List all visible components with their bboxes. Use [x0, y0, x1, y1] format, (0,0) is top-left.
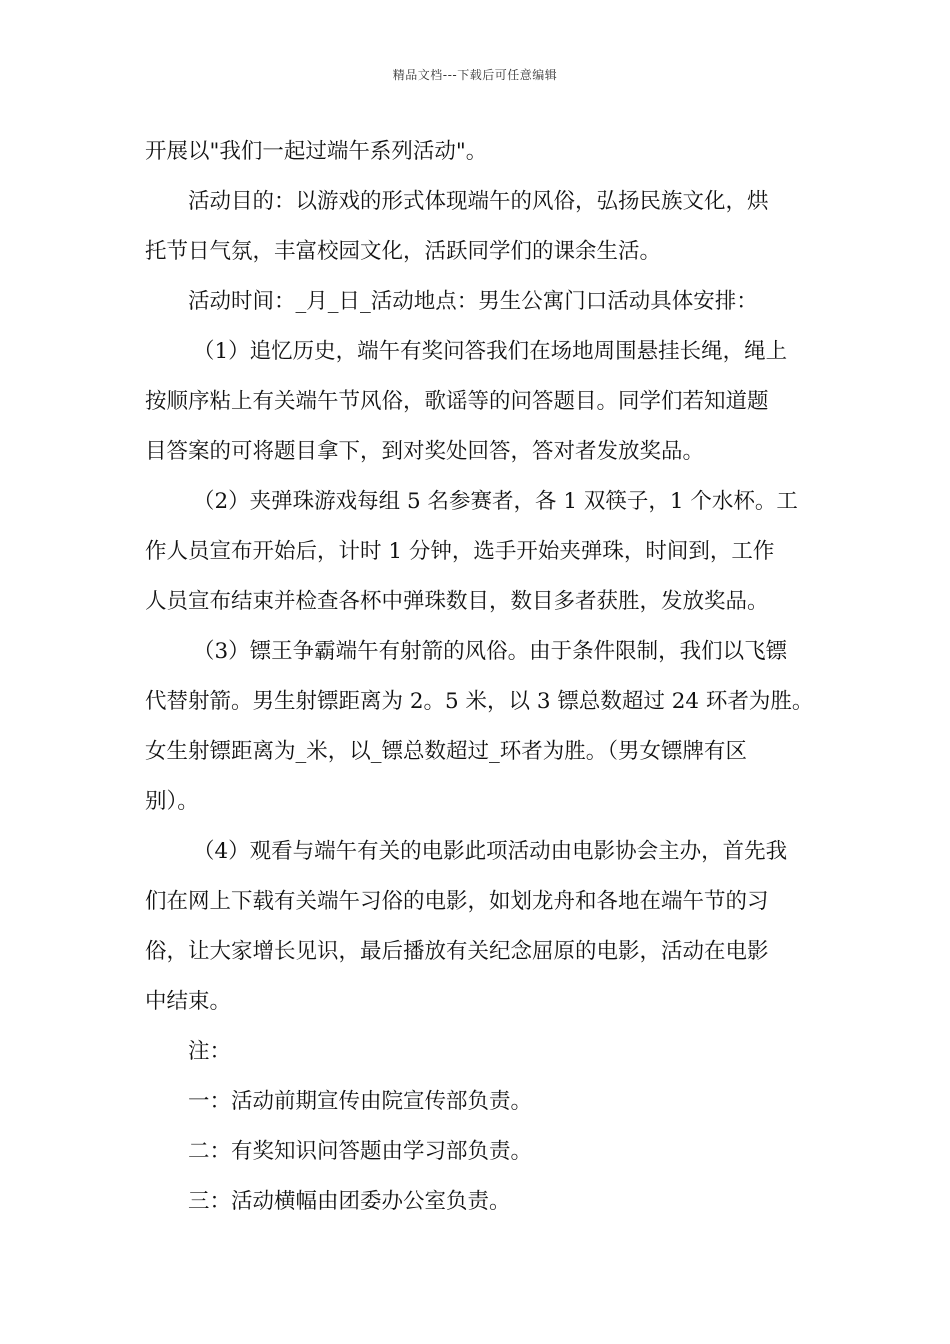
text-line: 注：	[188, 1039, 232, 1064]
text-line: （2）夹弹珠游戏每组 5 名参赛者，各 1 双筷子，1 个水杯。工	[193, 489, 798, 514]
text-line: 别）。	[145, 789, 199, 814]
text-line: 女生射镖距离为_米，以_镖总数超过_环者为胜。（男女镖牌有区	[145, 739, 748, 764]
text-line: 目答案的可将题目拿下，到对奖处回答，答对者发放奖品。	[145, 439, 705, 464]
text-line: 俗，让大家增长见识，最后播放有关纪念屈原的电影，活动在电影	[145, 939, 769, 964]
text-line: 活动时间：_月_日_活动地点：男生公寓门口活动具体安排：	[188, 289, 758, 314]
document-body	[145, 127, 821, 1227]
text-line: （4）观看与端午有关的电影此项活动由电影协会主办，首先我	[193, 839, 788, 864]
text-line: 开展以"我们一起过端午系列活动"。	[145, 139, 488, 164]
text-line: 作人员宣布开始后，计时 1 分钟，选手开始夹弹珠，时间到，工作	[145, 539, 775, 564]
text-line: 按顺序粘上有关端午节风俗，歌谣等的问答题目。同学们若知道题	[145, 389, 769, 414]
text-line: 中结束。	[145, 989, 232, 1014]
text-line: 托节日气氛，丰富校园文化，活跃同学们的课余生活。	[145, 239, 662, 264]
page-header: 精品文档---下载后可任意编辑	[392, 68, 558, 82]
text-line: 们在网上下载有关端午习俗的电影，如划龙舟和各地在端午节的习	[145, 889, 769, 914]
text-line: 一：活动前期宣传由院宣传部负责。	[188, 1089, 533, 1114]
text-line: （3）镖王争霸端午有射箭的风俗。由于条件限制，我们以飞镖	[193, 639, 788, 664]
text-line: （1）追忆历史，端午有奖问答我们在场地周围悬挂长绳，绳上	[193, 339, 788, 364]
text-line: 三：活动横幅由团委办公室负责。	[188, 1189, 511, 1214]
text-line: 活动目的：以游戏的形式体现端午的风俗，弘扬民族文化，烘	[188, 189, 769, 214]
text-line: 代替射箭。男生射镖距离为 2。5 米，以 3 镖总数超过 24 环者为胜。	[145, 689, 814, 714]
text-line: 人员宣布结束并检查各杯中弹珠数目，数目多者获胜，发放奖品。	[145, 589, 769, 614]
text-line: 二：有奖知识问答题由学习部负责。	[188, 1139, 533, 1164]
